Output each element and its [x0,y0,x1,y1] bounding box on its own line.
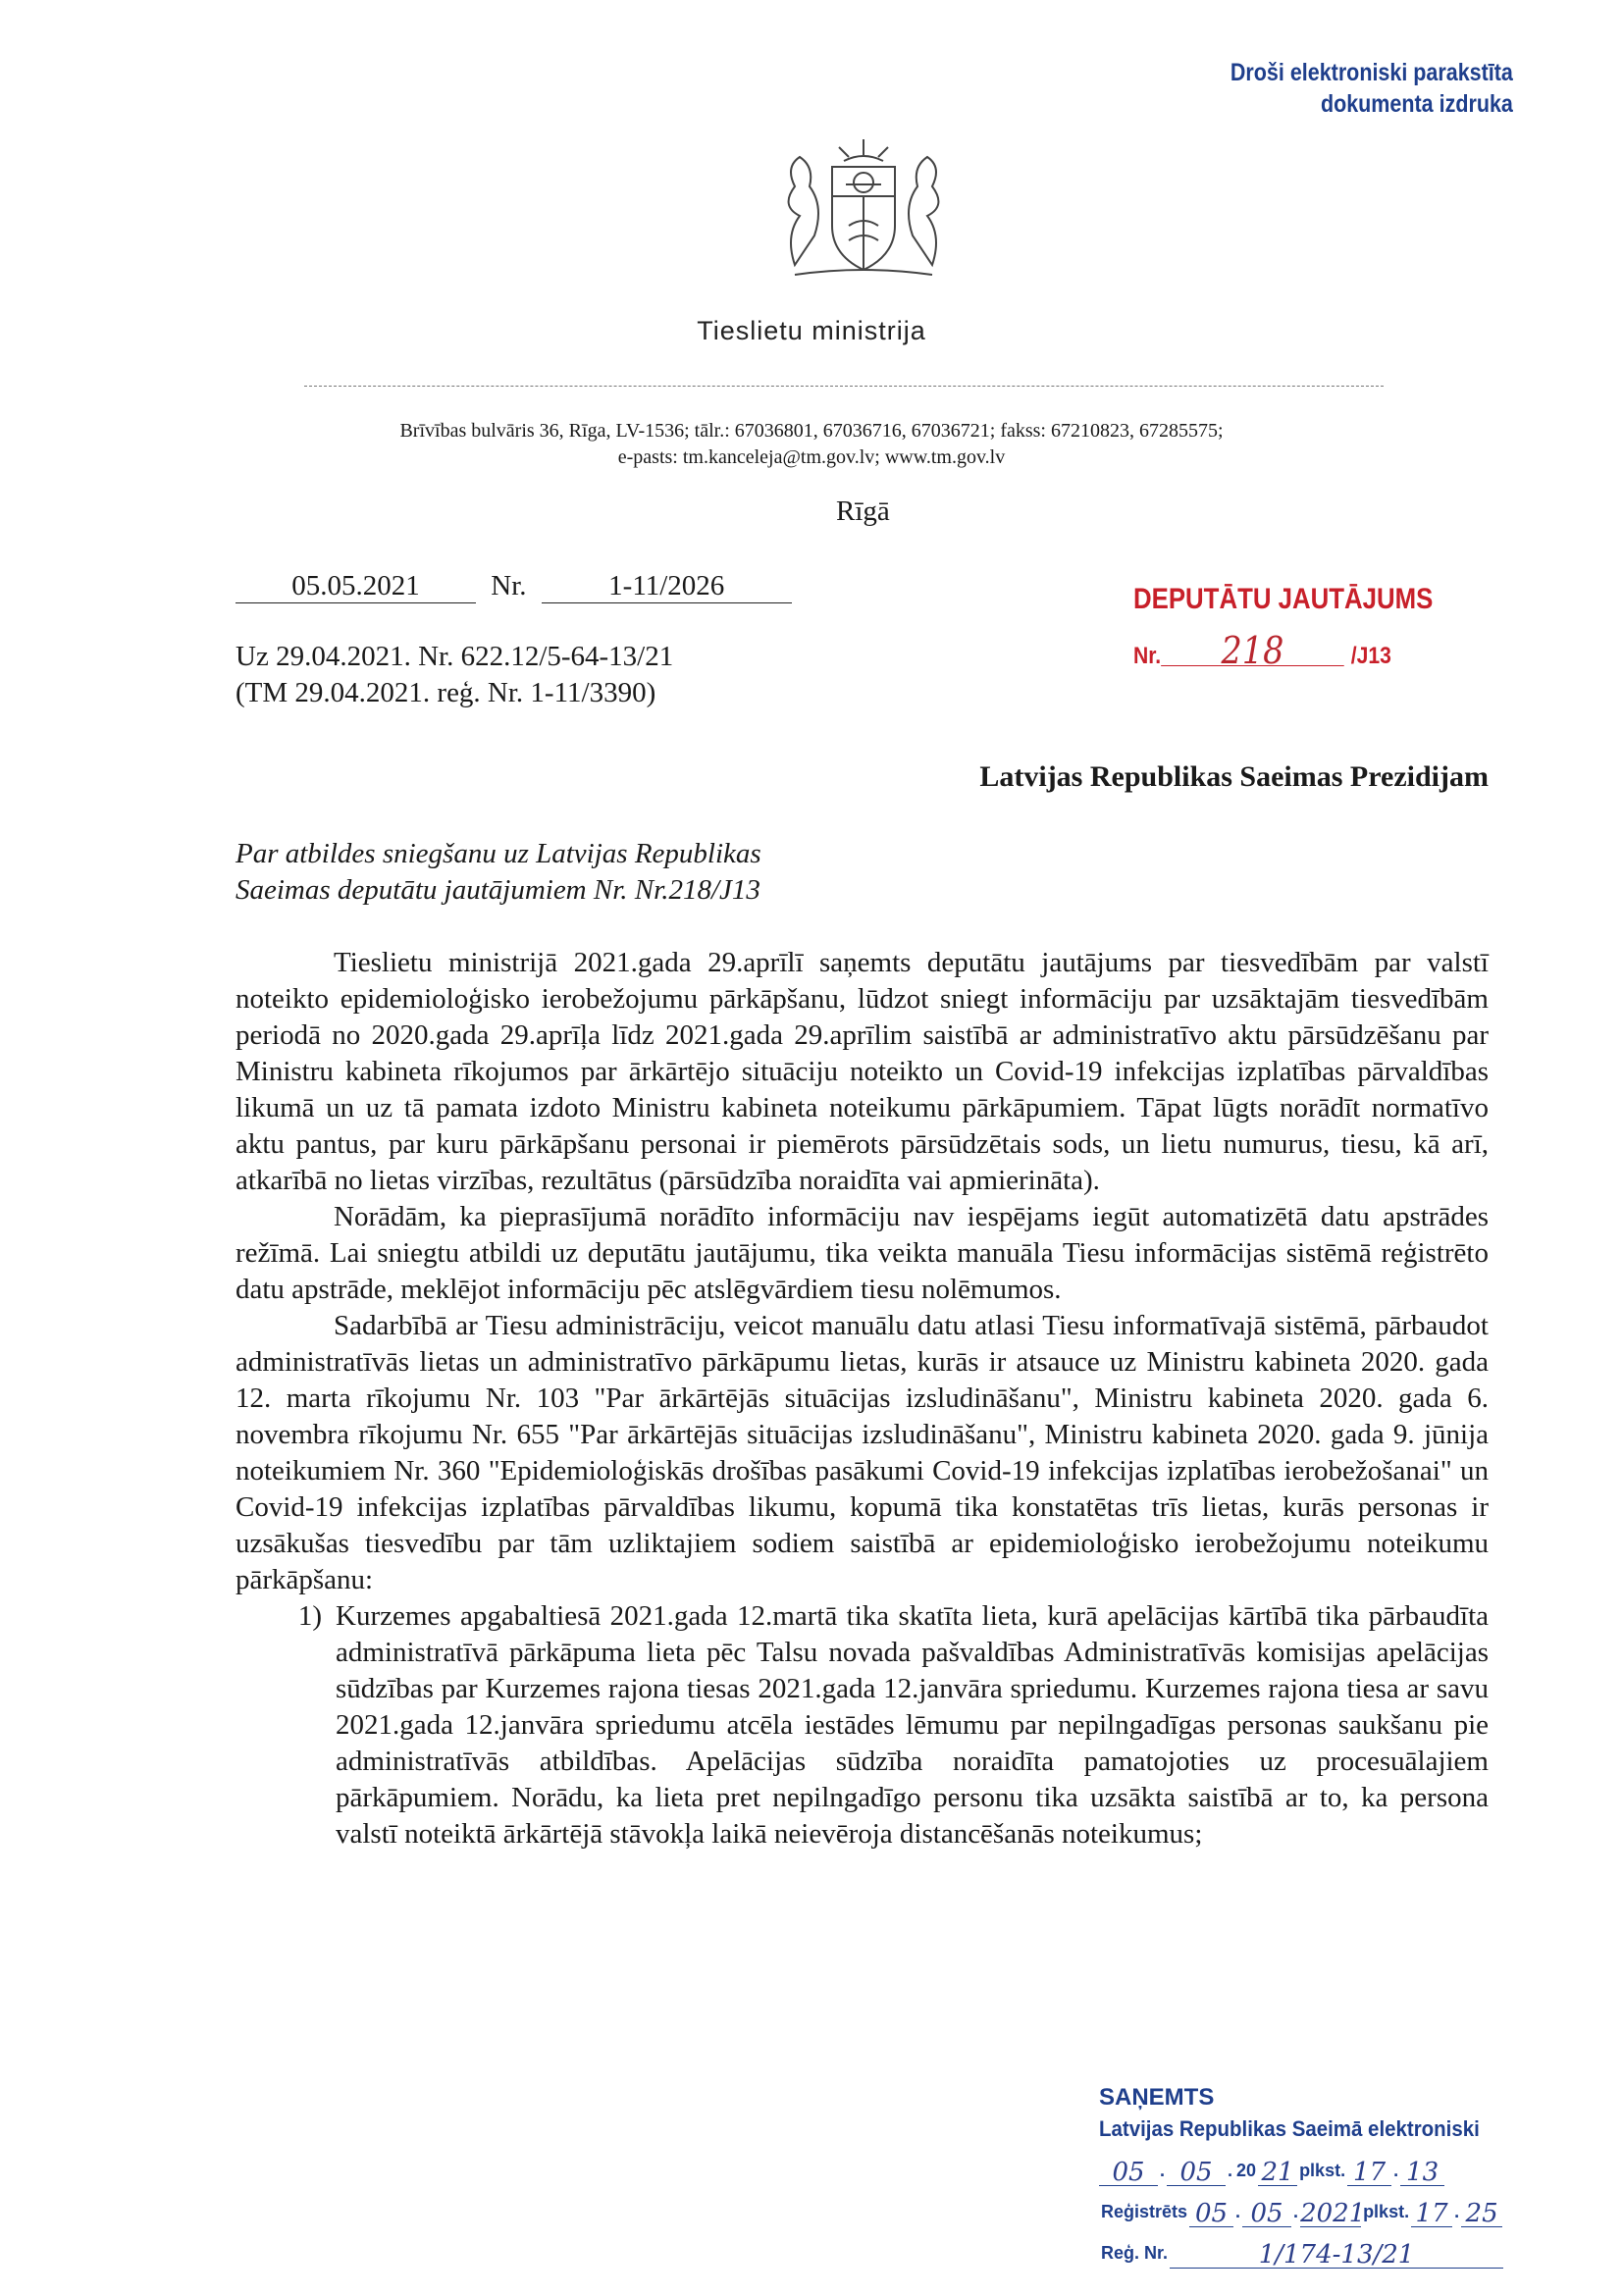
city: Rīgā [836,496,890,527]
registered-month: 05 [1242,2201,1291,2227]
stamp-suffix: /J13 [1350,643,1391,669]
registered-year: 2021 [1300,2199,1366,2228]
received-month: 05 [1167,2160,1226,2186]
list-item [236,1598,1489,1852]
letter-date: 05.05.2021 [236,569,476,603]
registration-number-row [1099,2227,1570,2269]
received-day: 05 [1099,2160,1158,2186]
recipient: Latvijas Republikas Saeimas Prezidijam [979,760,1489,793]
letter-nr-label: Nr. [491,570,527,601]
received-year-suffix: 21 [1258,2160,1297,2186]
subject-line-2: Saeimas deputātu jautājumiem Nr. Nr.218/J13 [236,874,760,906]
list-item-text: Kurzemes apgabaltiesā 2021.gada 12.martā tika skatīta lieta, kurā apelācijas kārtībā tika pārbaudīta administratīvā pārkāpuma lieta pēc Talsu novada pašvaldības Administratīvās komisijas apelācijas sūdzības par Kurzemes rajona tiesas 2021.gada 12.janvāra spriedumu. Kurzemes rajona tiesa ar savu 2021.gada 12.janvāra spriedumu atcēla iestādes lēmumu par nepilngadīgas personas saukšanu pie administratīvās atbildības. Apelācijas sūdzība noraidīta pamatojoties uz procesuālajiem pārkāpumiem. Norādu, ka lieta pret nepilngadīgo personu tika uzsākta saistībā ar to, ka persona valstī noteiktā ārkārtējā stāvokļa laikā neievēroja distancēšanās noteikumus; [336,1600,1489,1850]
received-minute: 13 [1400,2160,1444,2186]
letter-body [236,945,1489,1852]
registered-minute: 25 [1461,2201,1502,2227]
address-line-1: Brīvības bulvāris 36, Rīga, LV-1536; tālr.: 67036801, 67036716, 67036721; fakss: 67210823, 67285575; [399,420,1224,442]
coat-of-arms-icon [756,128,971,285]
received-plkst-label: plkst. [1299,2161,1346,2180]
registered-day: 05 [1189,2201,1233,2227]
registered-plkst-label: plkst. [1363,2202,1410,2221]
signature-note-line-2: dokumenta izdruka [1321,90,1513,118]
received-hour: 17 [1347,2160,1391,2186]
ministry-address [0,418,1623,471]
body-paragraph-1: Tieslietu ministrijā 2021.gada 29.aprīlī saņemts deputātu jautājums par tiesvedībām par valstī noteikto epidemioloģisko ierobežojumu pārkāpšanu, lūdzot sniegt informāciju par uzsāktajām tiesvedībām periodā no 2020.gada 29.aprīļa līdz 2021.gada 29.aprīlim saistībā ar administratīvo aktu pārsūdzēšanu par Ministru kabineta rīkojumos par ārkārtējo situāciju noteikto un Covid-19 infekcijas izplatības pārvaldības likumā un uz tā pamata izdoto Ministru kabineta noteikumu pārkāpumiem. Tāpat lūgts norādīt normatīvo aktu pantus, par kuru pārkāpšanu personai ir piemērots pārsūdzētais sods, un lietu numurus, tiesu, kā arī, atkarībā no lietas virzības, rezultātus (pārsūdzība noraidīta vai apmierināta). [236,947,1489,1196]
registration-number-label: Reģ. Nr. [1101,2243,1169,2263]
registration-number: 1/174-13/21 [1170,2242,1503,2269]
list-item-number: 1) [297,1600,322,1632]
subject [236,836,761,909]
header-divider [304,386,1384,387]
subject-line-1: Par atbildes sniegšanu uz Latvijas Republikas [236,838,761,869]
received-year-prefix: 20 [1236,2161,1257,2180]
stamp-nr-label: Nr. [1133,643,1162,669]
registered-label: Reģistrēts [1101,2202,1188,2221]
letter-date-number [236,569,792,603]
received-stamp-title: SAŅEMTS [1099,2084,1215,2111]
ministry-name: Tieslietu ministrija [697,316,926,345]
stamp-handwritten-number: 218 [1161,636,1344,666]
electronic-signature-note [1230,57,1513,120]
registered-hour: 17 [1411,2201,1452,2227]
body-paragraph-2: Norādām, ka pieprasījumā norādīto informāciju nav iespējams iegūt automatizētā datu apstrādes režīmā. Lai sniegtu atbildi uz deputātu jautājumu, tika veikta manuāla Tiesu informācijas sistēmā reģistrēto datu apstrāde, meklējot informāciju pēc atslēgvārdiem tiesu nolēmumos. [236,1201,1489,1305]
body-paragraph-3: Sadarbībā ar Tiesu administrāciju, veicot manuālu datu atlasi Tiesu informatīvajā sistēmā, pārbaudot administratīvās lietas un administratīvo pārkāpumu lietas, kurās ir atsauce uz Ministru kabineta 2020. gada 12. marta rīkojumu Nr. 103 "Par ārkārtējās situācijas izsludināšanu", Ministru kabineta 2020. gada 6. novembra rīkojumu Nr. 655 "Par ārkārtējās situācijas izsludināšanu", Ministru kabineta 2020. gada 9. jūnija noteikumiem Nr. 360 "Epidemioloģiskās drošības pasākumi Covid-19 infekcijas izplatības ierobežošanai" un Covid-19 infekcijas izplatības pārvaldības likumu, kopumā tika konstatētas trīs lietas, kurās personas ir uzsākušas tiesvedību par tām uzliktajiem sodiem saistībā ar epidemioloģisko ierobežojumu noteikumu pārkāpšanu: [236,1310,1489,1595]
reference [236,639,673,711]
received-stamp [1099,2082,1570,2269]
deputy-question-stamp-title: DEPUTĀTU JAUTĀJUMS [1133,583,1434,615]
registered-date-row: Reģistrēts 05 . 05 . 2021 plkst. 17 . 25 [1099,2186,1570,2227]
reference-line-1: Uz 29.04.2021. Nr. 622.12/5-64-13/21 [236,641,674,672]
letter-number: 1-11/2026 [542,569,792,603]
reference-line-2: (TM 29.04.2021. reģ. Nr. 1-11/3390) [236,677,656,708]
deputy-question-stamp-number [1133,629,1391,672]
signature-note-line-1: Droši elektroniski parakstīta [1230,59,1513,86]
received-stamp-subtitle: Latvijas Republikas Saeimā elektroniski [1099,2116,1480,2141]
address-line-2: e-pasts: tm.kanceleja@tm.gov.lv; www.tm.gov.lv [617,446,1006,468]
received-date-row: 05 . 05 . 20 21 plkst. 17 . 13 [1099,2145,1570,2186]
